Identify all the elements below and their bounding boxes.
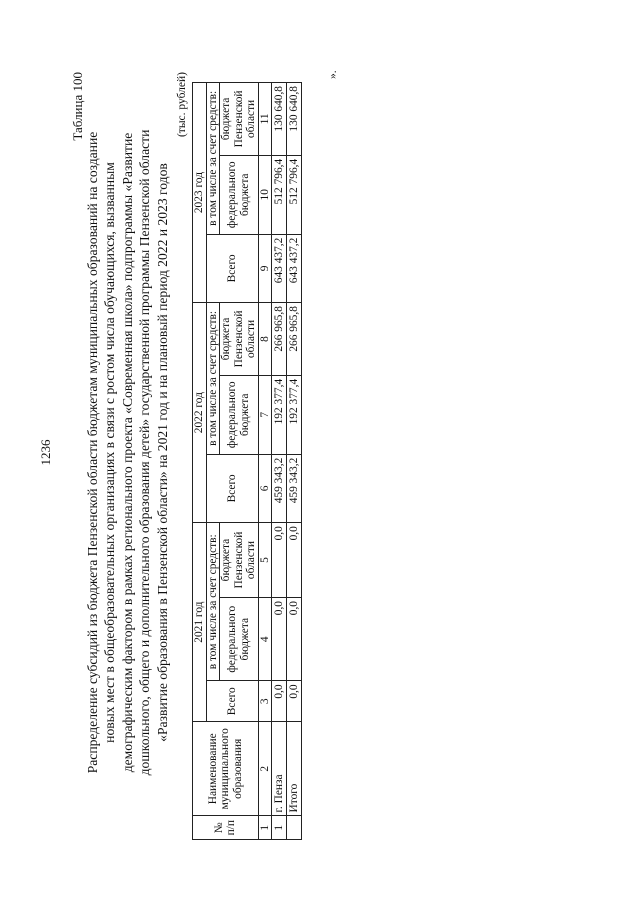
- row-number: [287, 816, 302, 840]
- allocation-table: [192, 82, 302, 840]
- header-incl-2022: в том числе за счет средств:: [206, 303, 220, 455]
- table-row: [287, 83, 302, 840]
- column-number: 5: [258, 523, 272, 598]
- title-line: дошкольного, общего и дополнительного образования детей» государственной программы Пензенской области: [137, 129, 153, 776]
- column-number: 3: [258, 681, 272, 722]
- table-label: Таблица 100: [70, 72, 85, 141]
- column-number: 7: [258, 375, 272, 454]
- column-number: 8: [258, 303, 272, 376]
- total-2023: 643 437,2: [272, 234, 287, 302]
- column-number: 6: [258, 454, 272, 522]
- regional-2022: 266 965,8: [287, 303, 302, 376]
- table-row: [272, 83, 287, 840]
- header-federal-2021: федерального бюджета: [220, 598, 259, 681]
- title-line: новых мест в общеобразовательных организациях в связи с ростом числа обучающихся, вызванным: [102, 162, 118, 743]
- column-number: 9: [258, 234, 272, 302]
- document-title: [84, 100, 171, 805]
- column-number: 4: [258, 598, 272, 681]
- title-line: демографическим фактором в рамках регионального проекта «Современная школа» подпрограммы «Развитие: [119, 132, 135, 773]
- column-number: 11: [258, 83, 272, 156]
- header-total-2021: Всего: [206, 681, 258, 722]
- regional-2023: 130 640,8: [287, 83, 302, 156]
- column-number: 2: [258, 722, 272, 816]
- header-year-2022: 2022 год: [193, 303, 207, 523]
- regional-2021: 0,0: [287, 523, 302, 598]
- header-municipality: Наименование муниципального образования: [193, 722, 259, 816]
- column-number: 1: [258, 816, 272, 840]
- header-total-2022: Всего: [206, 454, 258, 522]
- page-number: 1236: [38, 439, 53, 466]
- regional-2021: 0,0: [272, 523, 287, 598]
- municipality-name: г. Пенза: [272, 722, 287, 816]
- header-regional-2023: бюджета Пензенской области: [220, 83, 259, 156]
- row-number: 1: [272, 816, 287, 840]
- header-year-2021: 2021 год: [193, 523, 207, 722]
- header-incl-2023: в том числе за счет средств:: [206, 83, 220, 235]
- title-line: «Развитие образования в Пензенской области» на 2021 год и на плановый период 2022 и 2023 годов: [154, 163, 170, 742]
- units-label: (тыс. рублей): [176, 72, 188, 138]
- federal-2021: 0,0: [272, 598, 287, 681]
- total-2022: 459 343,2: [272, 454, 287, 522]
- header-total-2023: Всего: [206, 234, 258, 302]
- total-2021: 0,0: [272, 681, 287, 722]
- header-federal-2023: федерального бюджета: [220, 155, 259, 234]
- federal-2023: 512 796,4: [272, 155, 287, 234]
- column-number: 10: [258, 155, 272, 234]
- closing-quote-mark: ».: [327, 70, 339, 79]
- regional-2023: 130 640,8: [272, 83, 287, 156]
- federal-2022: 192 377,4: [287, 375, 302, 454]
- municipality-name: Итого: [287, 722, 302, 816]
- federal-2021: 0,0: [287, 598, 302, 681]
- federal-2023: 512 796,4: [287, 155, 302, 234]
- column-number-row: [258, 83, 272, 840]
- header-regional-2022: бюджета Пензенской области: [220, 303, 259, 376]
- header-incl-2021: в том числе за счет средств:: [206, 523, 220, 681]
- regional-2022: 266 965,8: [272, 303, 287, 376]
- header-regional-2021: бюджета Пензенской области: [220, 523, 259, 598]
- header-number: № п/п: [193, 816, 259, 840]
- header-year-2023: 2023 год: [193, 83, 207, 303]
- federal-2022: 192 377,4: [272, 375, 287, 454]
- total-2022: 459 343,2: [287, 454, 302, 522]
- total-2023: 643 437,2: [287, 234, 302, 302]
- title-line: Распределение субсидий из бюджета Пензенской области бюджетам муниципальных образований на создание: [85, 131, 100, 774]
- total-2021: 0,0: [287, 681, 302, 722]
- header-federal-2022: федерального бюджета: [220, 375, 259, 454]
